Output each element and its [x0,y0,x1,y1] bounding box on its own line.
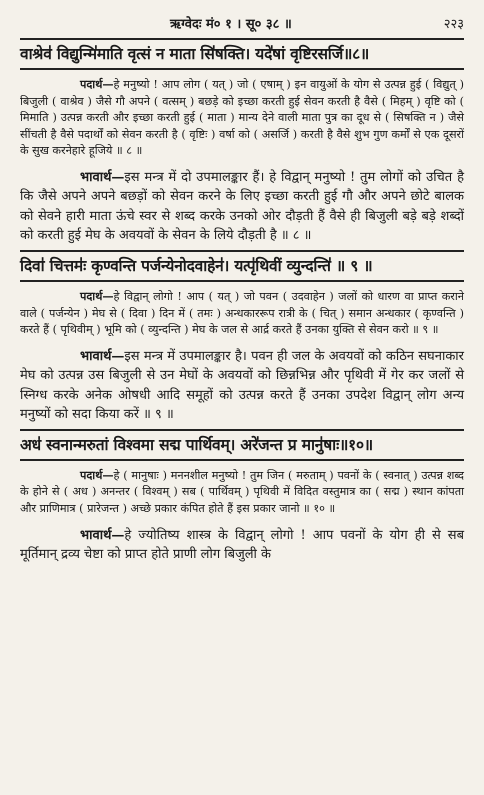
bhavartha-text: इस मन्त्र में उपमालङ्कार है। पवन ही जल के अवयवों को कठिन सघनाकार मेघ को उत्पन्न उस बिजुली से उन मेघों के अवयवों को छिन्नभिन्न और पृथिवी में गेर कर जलों से स्निग्ध करके अनेक ओषधी आदि समूहों को उत्पन्न करते हैं उनका उपदेश विद्वान् लोग अन्य मनुष्यों को सदा किया करें ॥ ९ ॥ [20,348,464,423]
bhavartha-label: भावार्थ— [80,527,125,543]
bhavartha-label: भावार्थ— [80,169,125,185]
bhavartha-text: इस मन्त्र में दो उपमालङ्कार हैं। हे विद्वान् मनुष्यो ! तुम लोगों को उचित है कि जैसे अपने अपने बछड़ों को सेवन करने के लिए इच्छा करती हुई गौ और अपने छोटे बालक को सेवने हारी माता ऊंचे स्वर से शब्द करके उनको ओर दौड़ती हैं वैसे ही बिजुली बड़े बड़े शब्दों को करती हुई मेघ के अवयवों के सेवन के लिये दौड़ती है ॥ ८ ॥ [20,169,464,244]
padartha-10 [20,467,464,518]
padartha-text: हे मनुष्यो ! आप लोग ( यत् ) जो ( एषाम् ) इन वायुओं के योग से उत्पन्न हुई ( विद्युत् ) बिजुली ( वाश्रेव ) जैसे गौ अपने ( वत्सम् ) बछड़े को इच्छा करती हुई सेवन करती है वैसे ( मिहम् ) वृष्टि को ( मिमाति ) उत्पन्न करती और इच्छा करती हुई ( माता ) मान्य देने वाली माता पुत्र का दूध से ( सिषक्ति न ) जैसे सींचती है वैसे पदार्थों को सेवन करती है ( वृष्टिः ) वर्षा को ( असर्जि ) करती है वैसे शुभ गुण कर्मों से एक दूसरों के सुख करनेहारे हूजिये ॥ ८ ॥ [20,78,464,158]
padartha-text: हे विद्वान् लोगो ! आप ( यत् ) जो पवन ( उदवाहेन ) जलों को धारण वा प्राप्त कराने वाले ( पर्जन्येन ) मेघ से ( दिवा ) दिन में ( तमः ) अन्धकाररूप रात्री के ( चित् ) समान अन्धकार ( कृण्वन्ति ) करते हैं ( पृथिवीम् ) भूमि को ( व्युन्दन्ति ) मेघ के जल से आर्द्र करते हैं उनका युक्ति से सेवन करो ॥ ९ ॥ [20,289,464,337]
padartha-label: पदार्थ— [80,467,114,482]
mantra-8: वाश्रेव॑ विद्युन्मि॑माति वृत्सं न माता सि॑षक्ति। यदे॑षां वृष्टिरसर्जि॥८॥ [20,40,464,70]
page-number: २२३ [443,17,464,32]
page-header [20,14,464,32]
bhavartha-8 [20,168,464,246]
padartha-9 [20,288,464,339]
mantra-9: दिवा॑ चित्तमः॑ कृण्वन्ति पर्जन्येनोदवाहेन॑। यत्पृ॑थिवीं व्युन्दन्ति॑ ॥ ९ ॥ [20,250,464,282]
bhavartha-label: भावार्थ— [80,348,125,364]
padartha-8 [20,76,464,160]
padartha-label: पदार्थ— [80,288,114,303]
padartha-text: हे ( मानुषाः ) मननशील मनुष्यो ! तुम जिन ( मरुताम् ) पवनों के ( स्वनात् ) उत्पन्न शब्द के होने से ( अध ) अनन्तर ( विश्वम् ) सब ( पार्थिवम् ) पृथिवी में विदित वस्तुमात्र का ( सद्म ) स्थान कांपता और प्राणिमात्र ( प्रारेजन्त ) अच्छे प्रकार कंपित होते हैं इस प्रकार जानो ॥ १० ॥ [20,468,464,515]
bhavartha-9 [20,347,464,425]
bhavartha-text: हे ज्योतिष्य शास्त्र के विद्वान् लोगो ! आप पवनों के योग ही से सब मूर्तिमान् द्रव्य चेष्टा को प्राप्त होते प्राणी लोग बिजुली के [20,527,464,563]
bhavartha-10 [20,526,464,565]
running-title: ऋग्वेदः मं० १ । सू० ३८ ॥ [170,17,292,32]
mantra-10: अध॑ स्वनान्मरुतां विश्वमा सद्म पार्थिवम्। अरे॑जन्त प्र मानु॑षाः॥१०॥ [20,429,464,461]
padartha-label: पदार्थ— [80,77,114,91]
